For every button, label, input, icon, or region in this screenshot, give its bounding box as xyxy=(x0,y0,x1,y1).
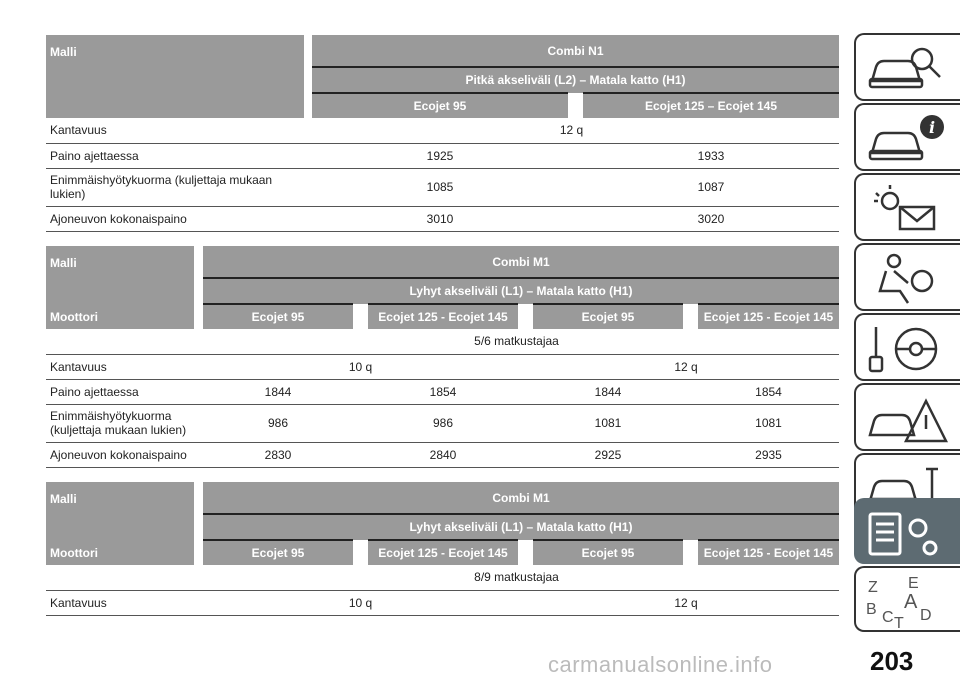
engine-header: Ecojet 125 - Ecojet 145 xyxy=(368,304,518,329)
engine-header: Ecojet 95 xyxy=(312,93,568,118)
table-row: Paino ajettaessa 1844 1854 1844 1854 xyxy=(46,379,839,404)
variant-label: Lyhyt akseliväli (L1) – Matala katto (H1) xyxy=(203,514,839,540)
model-header-label: Malli xyxy=(46,246,194,304)
warning-lights-envelope-icon xyxy=(864,181,948,237)
table-row: Ajoneuvon kokonaispaino 2830 2840 2925 2935 xyxy=(46,442,839,467)
tab-car-info[interactable] xyxy=(854,103,960,171)
page-number: 203 xyxy=(870,646,914,676)
list-gears-icon xyxy=(864,506,948,562)
engine-header: Ecojet 95 xyxy=(203,540,353,565)
engine-header: Ecojet 125 - Ecojet 145 xyxy=(368,540,518,565)
svg-text:i: i xyxy=(928,118,936,137)
table-row: Paino ajettaessa 1925 1933 xyxy=(46,143,839,168)
seats-row: 8/9 matkustajaa xyxy=(46,565,839,590)
tab-seat-airbag[interactable] xyxy=(854,243,960,311)
engine-header: Ecojet 95 xyxy=(203,304,353,329)
tab-car-search[interactable] xyxy=(854,33,960,101)
svg-text:T: T xyxy=(894,615,904,630)
engine-header: Ecojet 125 - Ecojet 145 xyxy=(698,540,839,565)
table-row: Kantavuus 10 q 12 q xyxy=(46,354,839,379)
engine-header: Ecojet 125 – Ecojet 145 xyxy=(583,93,839,118)
model-name: Combi M1 xyxy=(203,246,839,278)
tab-alphabet-index[interactable] xyxy=(854,566,960,632)
tab-warning-lights[interactable] xyxy=(854,173,960,241)
car-search-icon xyxy=(864,41,948,97)
table-combi-n1 xyxy=(46,35,839,232)
model-name: Combi N1 xyxy=(312,35,839,67)
svg-text:Z: Z xyxy=(868,579,878,596)
table-row: Ajoneuvon kokonaispaino 3010 3020 xyxy=(46,206,839,231)
car-info-icon xyxy=(864,111,948,167)
engine-row-label: Moottori xyxy=(46,304,194,329)
seat-airbag-icon xyxy=(864,251,948,307)
engine-header: Ecojet 95 xyxy=(533,540,683,565)
table-row: Kantavuus 12 q xyxy=(46,118,839,143)
watermark: carmanualsonline.info xyxy=(548,652,773,677)
variant-label: Lyhyt akseliväli (L1) – Matala katto (H1) xyxy=(203,278,839,304)
table-combi-m1-8-9 xyxy=(46,482,839,616)
svg-text:E: E xyxy=(908,575,919,592)
engine-row-label: Moottori xyxy=(46,540,194,565)
key-steering-wheel-icon xyxy=(864,321,948,377)
svg-text:C: C xyxy=(882,609,894,626)
engine-header: Ecojet 125 - Ecojet 145 xyxy=(698,304,839,329)
tab-key-steering[interactable] xyxy=(854,313,960,381)
model-name: Combi M1 xyxy=(203,482,839,514)
svg-text:A: A xyxy=(904,591,918,613)
table-row: Enimmäishyötykuorma (kuljettaja mukaan lukien) 1085 1087 xyxy=(46,168,839,206)
tab-technical-data[interactable] xyxy=(854,498,960,564)
svg-text:D: D xyxy=(920,607,932,624)
car-warning-triangle-icon xyxy=(864,391,948,447)
seats-row: 5/6 matkustajaa xyxy=(46,329,839,354)
svg-text:B: B xyxy=(866,601,877,618)
tab-car-warning[interactable] xyxy=(854,383,960,451)
table-row: Kantavuus 10 q 12 q xyxy=(46,590,839,615)
variant-label: Pitkä akseliväli (L2) – Matala katto (H1) xyxy=(312,67,839,93)
table-row: Enimmäishyötykuorma (kuljettaja mukaan lukien) 986 986 1081 1081 xyxy=(46,404,839,442)
model-header-label: Malli xyxy=(46,35,304,118)
engine-header: Ecojet 95 xyxy=(533,304,683,329)
alphabet-index-icon xyxy=(864,574,948,630)
table-combi-m1-5-6 xyxy=(46,246,839,468)
model-header-label: Malli xyxy=(46,482,194,540)
